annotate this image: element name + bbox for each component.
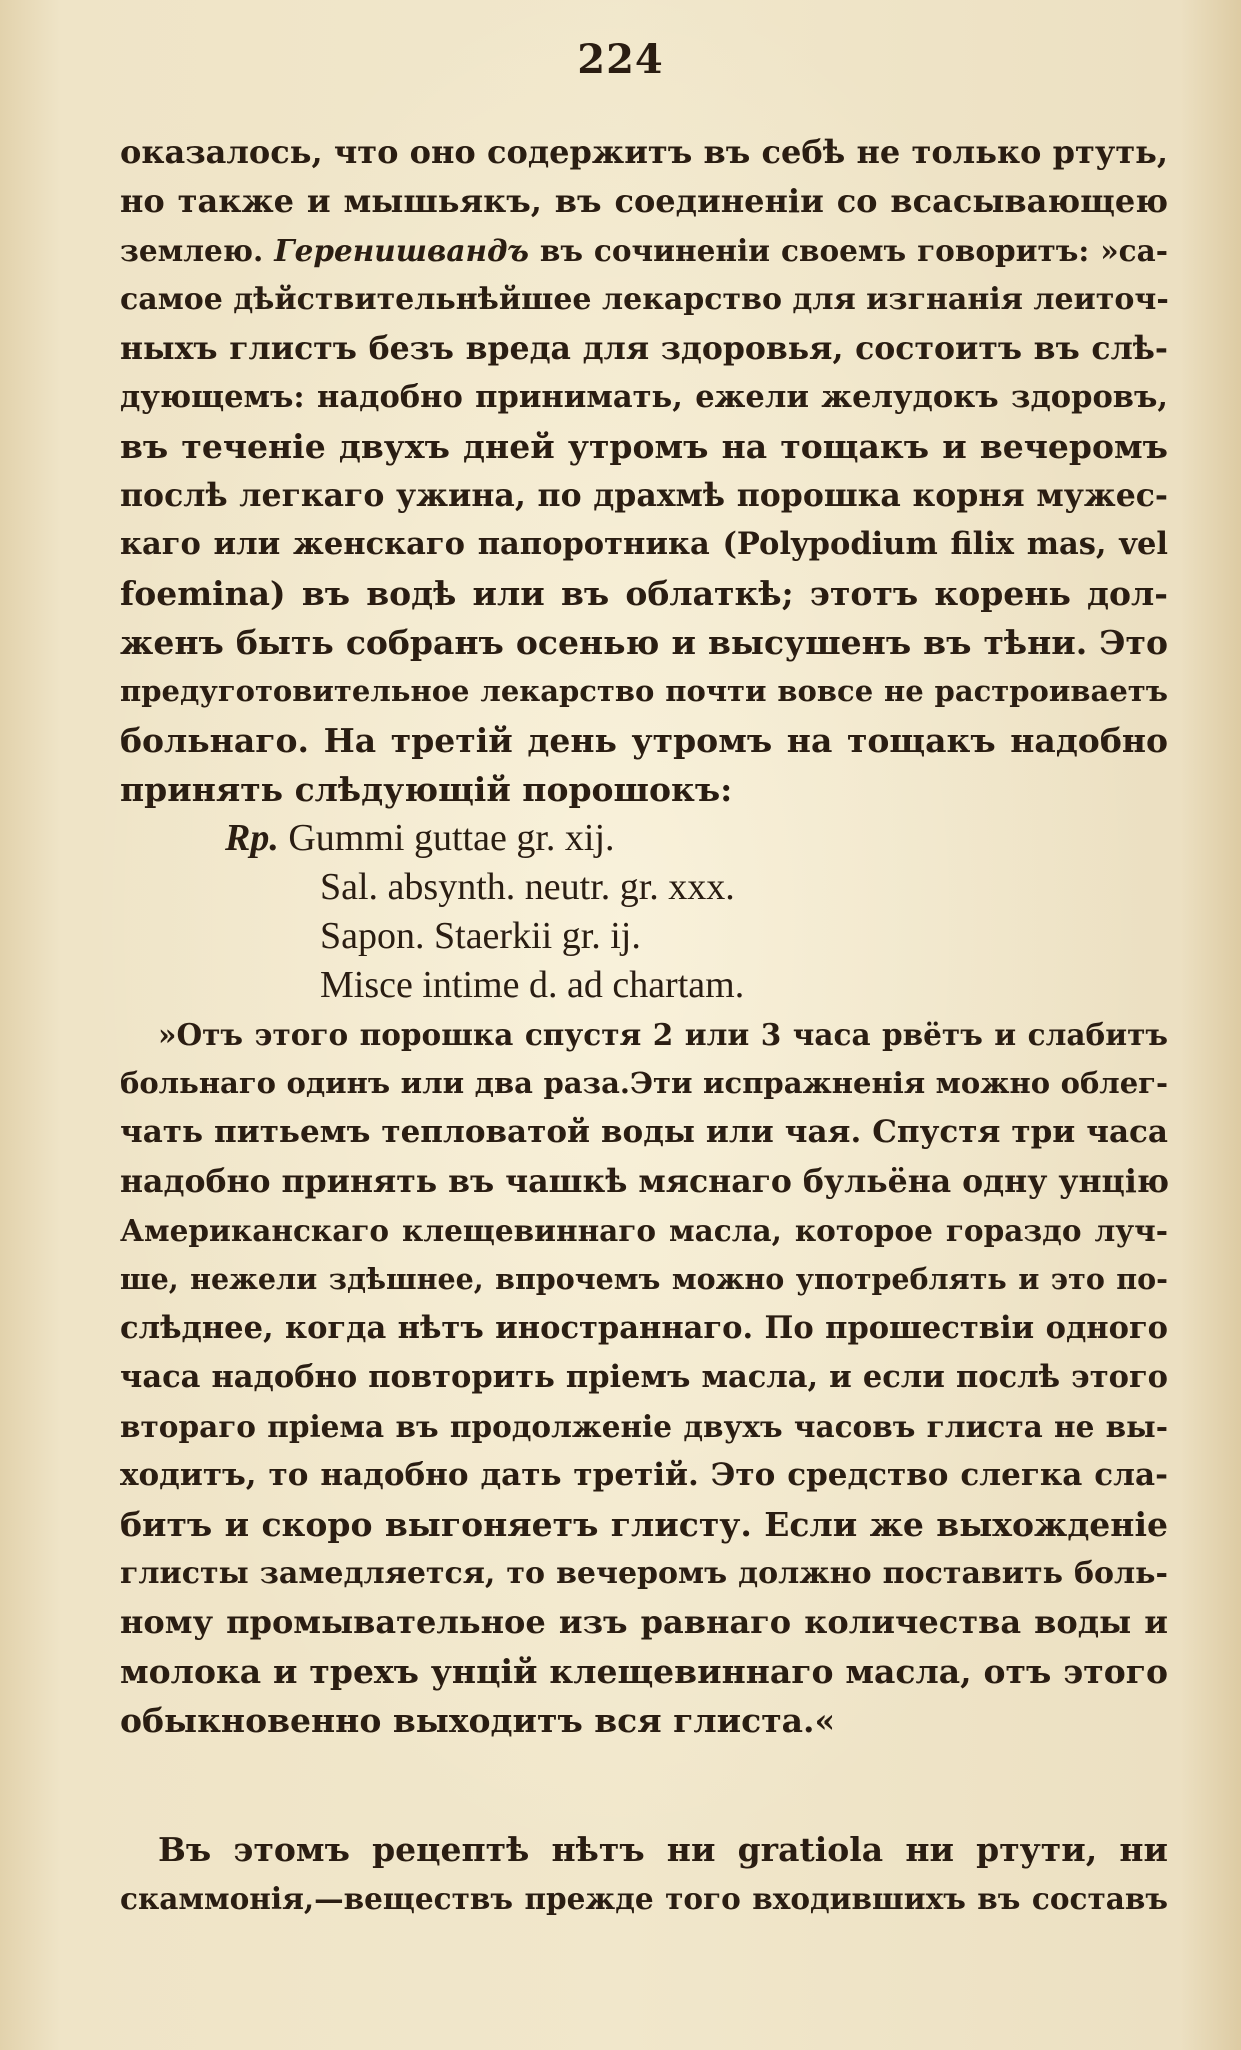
text-line: молока и трехъ унцiй клещевиннаго масла, отъ этого — [120, 1652, 1168, 1691]
text-line: самое дѣйствительнѣйшее лекарство для изгнанiя леиточ- — [120, 282, 1169, 317]
text-line — [120, 226, 1168, 275]
recipe-symbol: Rp. — [225, 817, 279, 859]
text-line: Въ этомъ рецептѣ нѣтъ ни gratiola ни ртути, ни — [158, 1830, 1168, 1869]
text-line: женъ быть собранъ осенью и высушенъ въ тѣни. Это — [120, 623, 1168, 662]
text-line: втораго прiема въ продолженiе двухъ часовъ глиста не вы- — [120, 1409, 1168, 1444]
text-line: въ теченiе двухъ дней утромъ на тощакъ и вечеромъ — [120, 427, 1168, 466]
text-line: ходитъ, то надобно дать третiй. Это средство слегка сла- — [120, 1457, 1168, 1493]
text-line: ше, нежели здѣшнее, впрочемъ можно употреблять и это по- — [120, 1262, 1168, 1296]
text-line: глисты замедляется, то вечеромъ должно поставить боль- — [120, 1556, 1168, 1591]
page-number: 224 — [577, 36, 664, 83]
recipe-line: Sal. absynth. neutr. gr. xxx. — [320, 866, 735, 908]
text-line: больнаго. На третiй день утромъ на тощакъ надобно — [120, 721, 1168, 760]
text-line: Американскаго клещевиннаго масла, которое гораздо луч- — [120, 1213, 1168, 1248]
text-fragment: землею. — [120, 233, 264, 268]
text-line: часа надобно повторить прiемъ масла, и если послѣ этого — [120, 1359, 1168, 1395]
body-text — [120, 128, 1168, 1923]
recipe-line — [120, 814, 1168, 863]
text-line: ному промывательное изъ равнаго количества воды и — [120, 1603, 1168, 1641]
recipe-ingredient: Gummi guttae gr. xij. — [288, 817, 615, 859]
text-line: битъ и скоро выгоняетъ глисту. Если же выхожденiе — [120, 1505, 1168, 1544]
text-line: скаммонiя,—веществъ прежде того входившихъ въ составъ — [120, 1881, 1168, 1916]
text-line: »Отъ этого порошка спустя 2 или 3 часа рвётъ и слабитъ — [158, 1017, 1168, 1052]
text-line: послѣ легкаго ужина, по драхмѣ порошка корня мужес- — [120, 477, 1168, 514]
text-line: чать питьемъ тепловатой воды или чая. Спустя три часа — [120, 1114, 1168, 1150]
text-line: foemina) въ водѣ или въ облаткѣ; этотъ корень дол- — [120, 574, 1168, 613]
text-line: ныхъ глистъ безъ вреда для здоровья, состоитъ въ слѣ- — [120, 330, 1168, 367]
text-fragment: въ сочиненiи своемъ говоритъ: »са- — [539, 233, 1168, 268]
text-line: дующемъ: надобно принимать, ежели желудокъ здоровъ, — [120, 379, 1168, 415]
text-line: но также и мышьякъ, въ соединенiи со всасывающею — [120, 182, 1168, 220]
recipe-line: Misce intime d. ad chartam. — [320, 964, 745, 1006]
recipe-line: Sapon. Staerkii gr. ij. — [320, 915, 641, 957]
text-line: предуготовительное лекарство почти вовсе не растроиваетъ — [120, 674, 1168, 708]
text-line: каго или женскаго папоротника (Polypodium filix mas, vel — [120, 526, 1168, 562]
paragraph-gap — [120, 1745, 1168, 1825]
text-line: оказалось, что оно содержитъ въ себѣ не только ртуть, — [120, 133, 1168, 171]
text-line: надобно принять въ чашкѣ мяснаго бульёна одну унцiю — [120, 1163, 1170, 1200]
author-name: Геренишвандъ — [274, 233, 529, 268]
text-line: обыкновенно выходитъ вся глиста.« — [120, 1701, 836, 1740]
text-line: принять слѣдующiй порошокъ: — [120, 770, 733, 809]
text-line: больнаго одинъ или два раза.Эти испражненiя можно облег- — [120, 1066, 1168, 1100]
text-line: слѣднее, когда нѣтъ иностраннаго. По прошествiи одного — [120, 1310, 1168, 1346]
